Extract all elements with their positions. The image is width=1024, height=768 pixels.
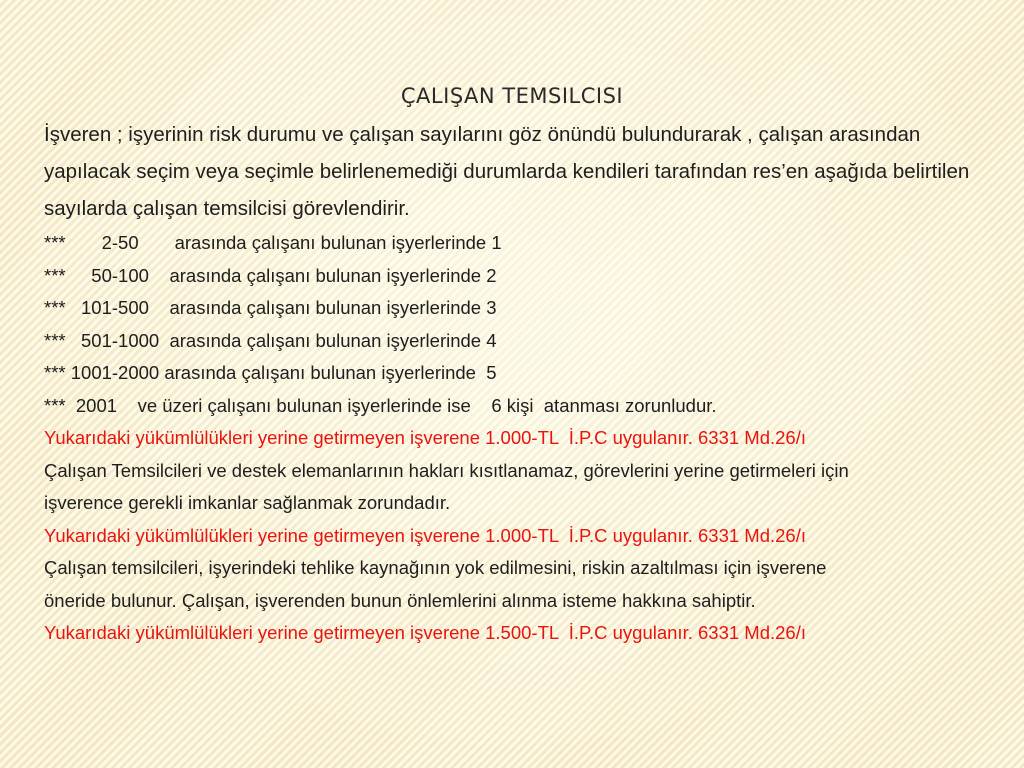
rep-row-2: *** 50-100 arasında çalışanı bulunan işyerlerinde 2 xyxy=(44,264,497,286)
note-2-line-2: öneride bulunur. Çalışan, işverenden bunun önlemlerini alınma isteme hakkına sahiptir. xyxy=(44,589,756,611)
penalty-line-1: Yukarıdaki yükümlülükleri yerine getirmeyen işverene 1.000-TL İ.P.C uygulanır. 6331 Md.26/ı xyxy=(44,427,806,448)
note-2-line-1: Çalışan temsilcileri, işyerindeki tehlike kaynağının yok edilmesini, riskin azaltılması için işverene xyxy=(44,557,827,578)
rep-row-3: *** 101-500 arasında çalışanı bulunan işyerlerinde 3 xyxy=(44,297,497,318)
rep-row-4: *** 501-1000 arasında çalışanı bulunan işyerlerinde 4 xyxy=(44,329,497,351)
intro-paragraph: İşveren ; işyerinin risk durumu ve çalışan sayılarını göz önündü bulundurarak , çalışan arasından yapılacak seçim veya seçimle belirlenemediği durumlarda kendileri tarafından res’en aşağıda belirtilen sayılarda çalışan temsilcisi görevlendirir. xyxy=(44,123,970,220)
rep-row-1: *** 2-50 arasında çalışanı bulunan işyerlerinde 1 xyxy=(44,232,502,253)
note-1-line-1: Çalışan Temsilcileri ve destek elemanlarının hakları kısıtlanamaz, görevlerini yerine getirmeleri için xyxy=(44,459,849,481)
penalty-line-3: Yukarıdaki yükümlülükleri yerine getirmeyen işverene 1.500-TL İ.P.C uygulanır. 6331 Md.26/ı xyxy=(44,622,806,643)
penalty-line-2: Yukarıdaki yükümlülükleri yerine getirmeyen işverene 1.000-TL İ.P.C uygulanır. 6331 Md.26/ı xyxy=(44,524,806,546)
note-1-line-2: işverence gerekli imkanlar sağlanmak zorundadır. xyxy=(44,492,451,513)
rep-row-6: *** 2001 ve üzeri çalışanı bulunan işyerlerinde ise 6 kişi atanması zorunludur. xyxy=(44,394,717,416)
slide-title: ÇALIŞAN TEMSILCISI xyxy=(400,84,624,108)
rep-row-5: *** 1001-2000 arasında çalışanı bulunan işyerlerinde 5 xyxy=(44,362,497,383)
slide-content xyxy=(44,116,1004,650)
